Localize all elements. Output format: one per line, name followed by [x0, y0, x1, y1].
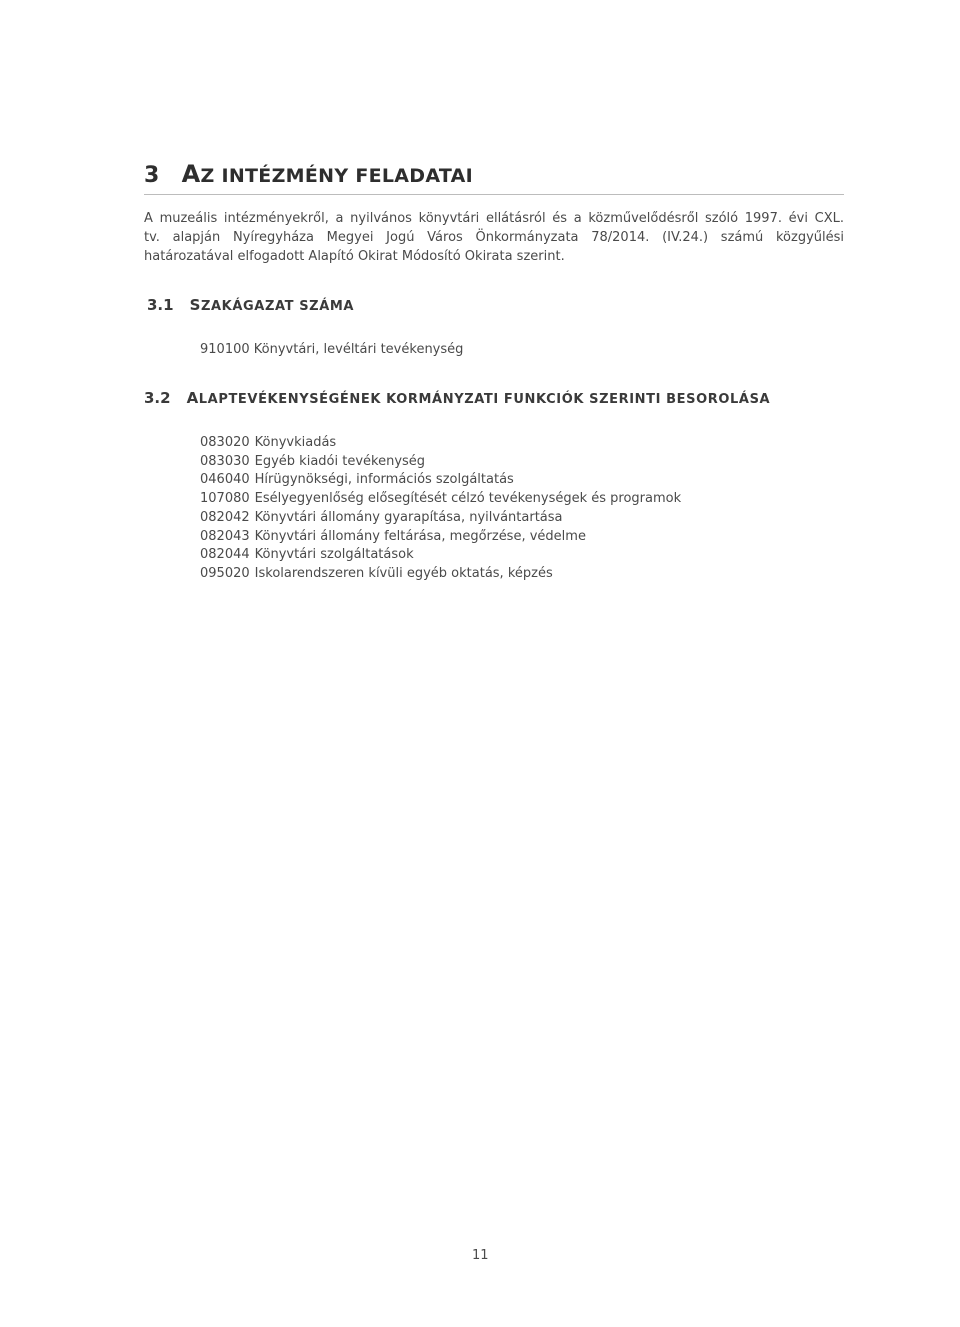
- list-item: [200, 453, 681, 472]
- page-number: 11: [472, 1248, 489, 1263]
- function-text: Könyvkiadás: [254, 435, 337, 450]
- function-text: Könyvtári állomány gyarapítása, nyilvántartása: [254, 509, 563, 525]
- function-text: Hírügynökségi, információs szolgáltatás: [254, 472, 514, 488]
- function-code: 107080: [200, 491, 250, 507]
- chapter-title-initial: A: [181, 160, 201, 188]
- function-code-list: [200, 434, 681, 584]
- list-item: [200, 528, 681, 547]
- chapter-title-rest: Z INTÉZMÉNY FELADATAI: [200, 165, 474, 187]
- list-item: [200, 509, 681, 528]
- heading-underline: [144, 194, 844, 195]
- chapter-heading: [144, 160, 844, 188]
- list-item: [200, 565, 681, 584]
- section-title-rest: ZAKÁGAZAT SZÁMA: [200, 299, 355, 314]
- function-code: 083030: [200, 453, 250, 469]
- section-number: 3.1: [147, 296, 174, 314]
- function-code: 095020: [200, 565, 250, 581]
- list-item: [200, 434, 681, 453]
- list-item: [200, 490, 681, 509]
- function-code: 082042: [200, 509, 250, 525]
- sector-code-line: [200, 342, 463, 357]
- intro-line: határozatával elfogadott Alapító Okirat Módosító Okirata szerint.: [144, 249, 565, 264]
- list-item: [200, 471, 681, 490]
- section-number: 3.2: [144, 389, 171, 407]
- chapter-number: 3: [144, 163, 160, 188]
- section-title-rest: LAPTEVÉKENYSÉGÉNEK KORMÁNYZATI FUNKCIÓK SZERINTI BESOROLÁSA: [198, 392, 771, 407]
- section-heading-3-1: [147, 296, 354, 314]
- sector-text: Könyvtári, levéltári tevékenység: [253, 342, 464, 357]
- function-text: Iskolarendszeren kívüli egyéb oktatás, képzés: [254, 565, 553, 581]
- function-code: 046040: [200, 472, 250, 488]
- function-text: Könyvtári szolgáltatások: [254, 547, 414, 563]
- function-text: Könyvtári állomány feltárása, megőrzése, védelme: [254, 528, 586, 544]
- intro-paragraph: [144, 209, 844, 266]
- sector-code: 910100: [200, 342, 250, 357]
- function-code: 082043: [200, 528, 250, 544]
- intro-line: A muzeális intézményekről, a nyilvános könyvtári ellátásról és a közművelődésről szóló 1997. évi CXL.: [144, 211, 844, 226]
- section-title-initial: A: [186, 389, 199, 407]
- function-code: 083020: [200, 435, 250, 450]
- section-heading-3-2: [144, 389, 770, 407]
- intro-line: tv. alapján Nyíregyháza Megyei Jogú Város Önkormányzata 78/2014. (IV.24.) számú közgyűlési: [144, 230, 844, 245]
- function-code: 082044: [200, 547, 250, 563]
- list-item: [200, 546, 681, 565]
- function-text: Egyéb kiadói tevékenység: [254, 453, 426, 469]
- function-text: Esélyegyenlőség elősegítését célzó tevékenységek és programok: [254, 491, 682, 507]
- section-title-initial: S: [189, 296, 201, 314]
